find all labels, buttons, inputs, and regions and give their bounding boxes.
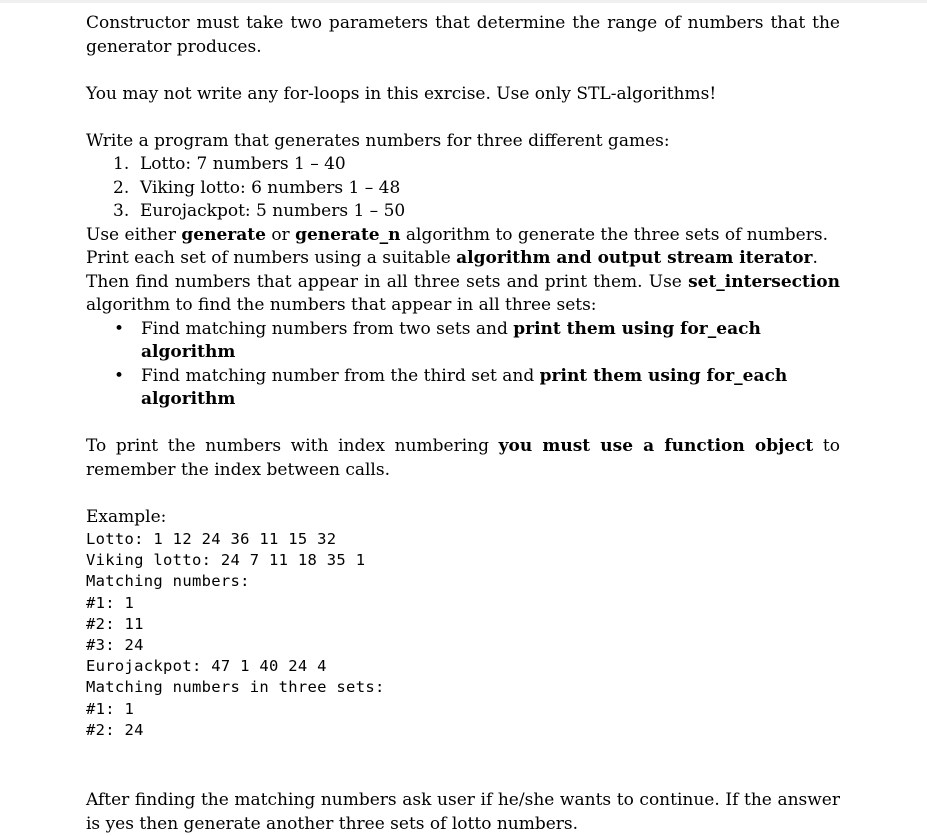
list-item xyxy=(86,177,840,201)
constructor-paragraph: Constructor must take two parameters that determine the range of numbers that the generator produces. xyxy=(86,13,840,57)
function-object-paragraph xyxy=(86,435,840,482)
text-segment: Then find numbers that appear in all three sets and print them. Use xyxy=(86,271,689,292)
list-item-text xyxy=(141,318,840,365)
list-number: 3. xyxy=(113,201,130,221)
text-segment: Find matching number from the third set and xyxy=(141,365,540,386)
code-line: #3: 24 xyxy=(86,636,144,655)
list-item xyxy=(86,153,840,177)
intro-paragraph: Write a program that generates numbers for three different games: xyxy=(86,130,670,151)
list-item xyxy=(86,318,840,365)
text-segment: algorithm to generate the three sets of numbers. xyxy=(400,224,828,245)
text-segment: . xyxy=(812,248,818,268)
list-number: 1. xyxy=(113,154,130,174)
example-output xyxy=(86,529,840,741)
bold-term: generate xyxy=(181,224,266,245)
list-item xyxy=(86,365,840,412)
spacer xyxy=(86,59,840,83)
spacer xyxy=(86,741,840,789)
example-label: Example: xyxy=(86,506,167,527)
code-line: Matching numbers: xyxy=(86,572,250,591)
closing-paragraph: After finding the matching numbers ask user if he/she wants to continue. If the answer is yes then generate another three sets of lotto numbers. xyxy=(86,790,840,834)
code-line: #1: 1 xyxy=(86,593,135,612)
list-item-text: Eurojackpot: 5 numbers 1 – 50 xyxy=(140,201,406,221)
list-item-text: Lotto: 7 numbers 1 – 40 xyxy=(140,154,346,174)
code-line: #1: 1 xyxy=(86,699,135,718)
code-line: Viking lotto: 24 7 11 18 35 1 xyxy=(86,551,366,570)
code-line: #2: 24 xyxy=(86,720,144,739)
spacer xyxy=(86,482,840,506)
code-line: Eurojackpot: 47 1 40 24 4 xyxy=(86,657,327,676)
code-line: #2: 11 xyxy=(86,614,144,633)
spacer xyxy=(86,412,840,436)
list-item xyxy=(86,200,840,224)
text-segment: Find matching numbers from two sets and xyxy=(141,318,514,339)
text-segment: To print the numbers with index numbering xyxy=(86,436,499,456)
bold-term: algorithm and output stream iterator xyxy=(456,248,813,268)
bullet-symbol: • xyxy=(114,365,125,386)
list-item-text xyxy=(141,365,840,412)
intersection-instruction xyxy=(86,271,840,318)
document-page xyxy=(86,12,840,836)
bullet-list xyxy=(86,318,840,412)
code-line: Matching numbers in three sets: xyxy=(86,678,385,697)
text-segment: Use either xyxy=(86,224,182,245)
bold-term: print them using for_each algorithm xyxy=(141,365,788,409)
text-segment: or xyxy=(265,224,296,245)
code-line: Lotto: 1 12 24 36 11 15 32 xyxy=(86,530,337,548)
text-segment: Print each set of numbers using a suitable xyxy=(86,248,457,268)
games-list xyxy=(86,153,840,224)
bold-term: generate_n xyxy=(295,224,401,245)
list-item-text: Viking lotto: 6 numbers 1 – 48 xyxy=(140,177,401,198)
print-instruction xyxy=(86,247,840,271)
text-segment: to remember the index between calls. xyxy=(86,436,840,480)
spacer xyxy=(86,106,840,130)
no-loops-paragraph: You may not write any for-loops in this exrcise. Use only STL-algorithms! xyxy=(86,83,717,104)
generate-instruction xyxy=(86,224,840,248)
top-border xyxy=(0,0,927,3)
text-segment: algorithm to find the numbers that appear in all three sets: xyxy=(86,295,597,315)
list-number: 2. xyxy=(113,177,130,198)
bold-term: you must use a function object xyxy=(498,436,814,456)
bold-term: set_intersection xyxy=(688,271,840,292)
bullet-symbol: • xyxy=(114,318,125,339)
bold-term: print them using for_each algorithm xyxy=(141,318,761,362)
